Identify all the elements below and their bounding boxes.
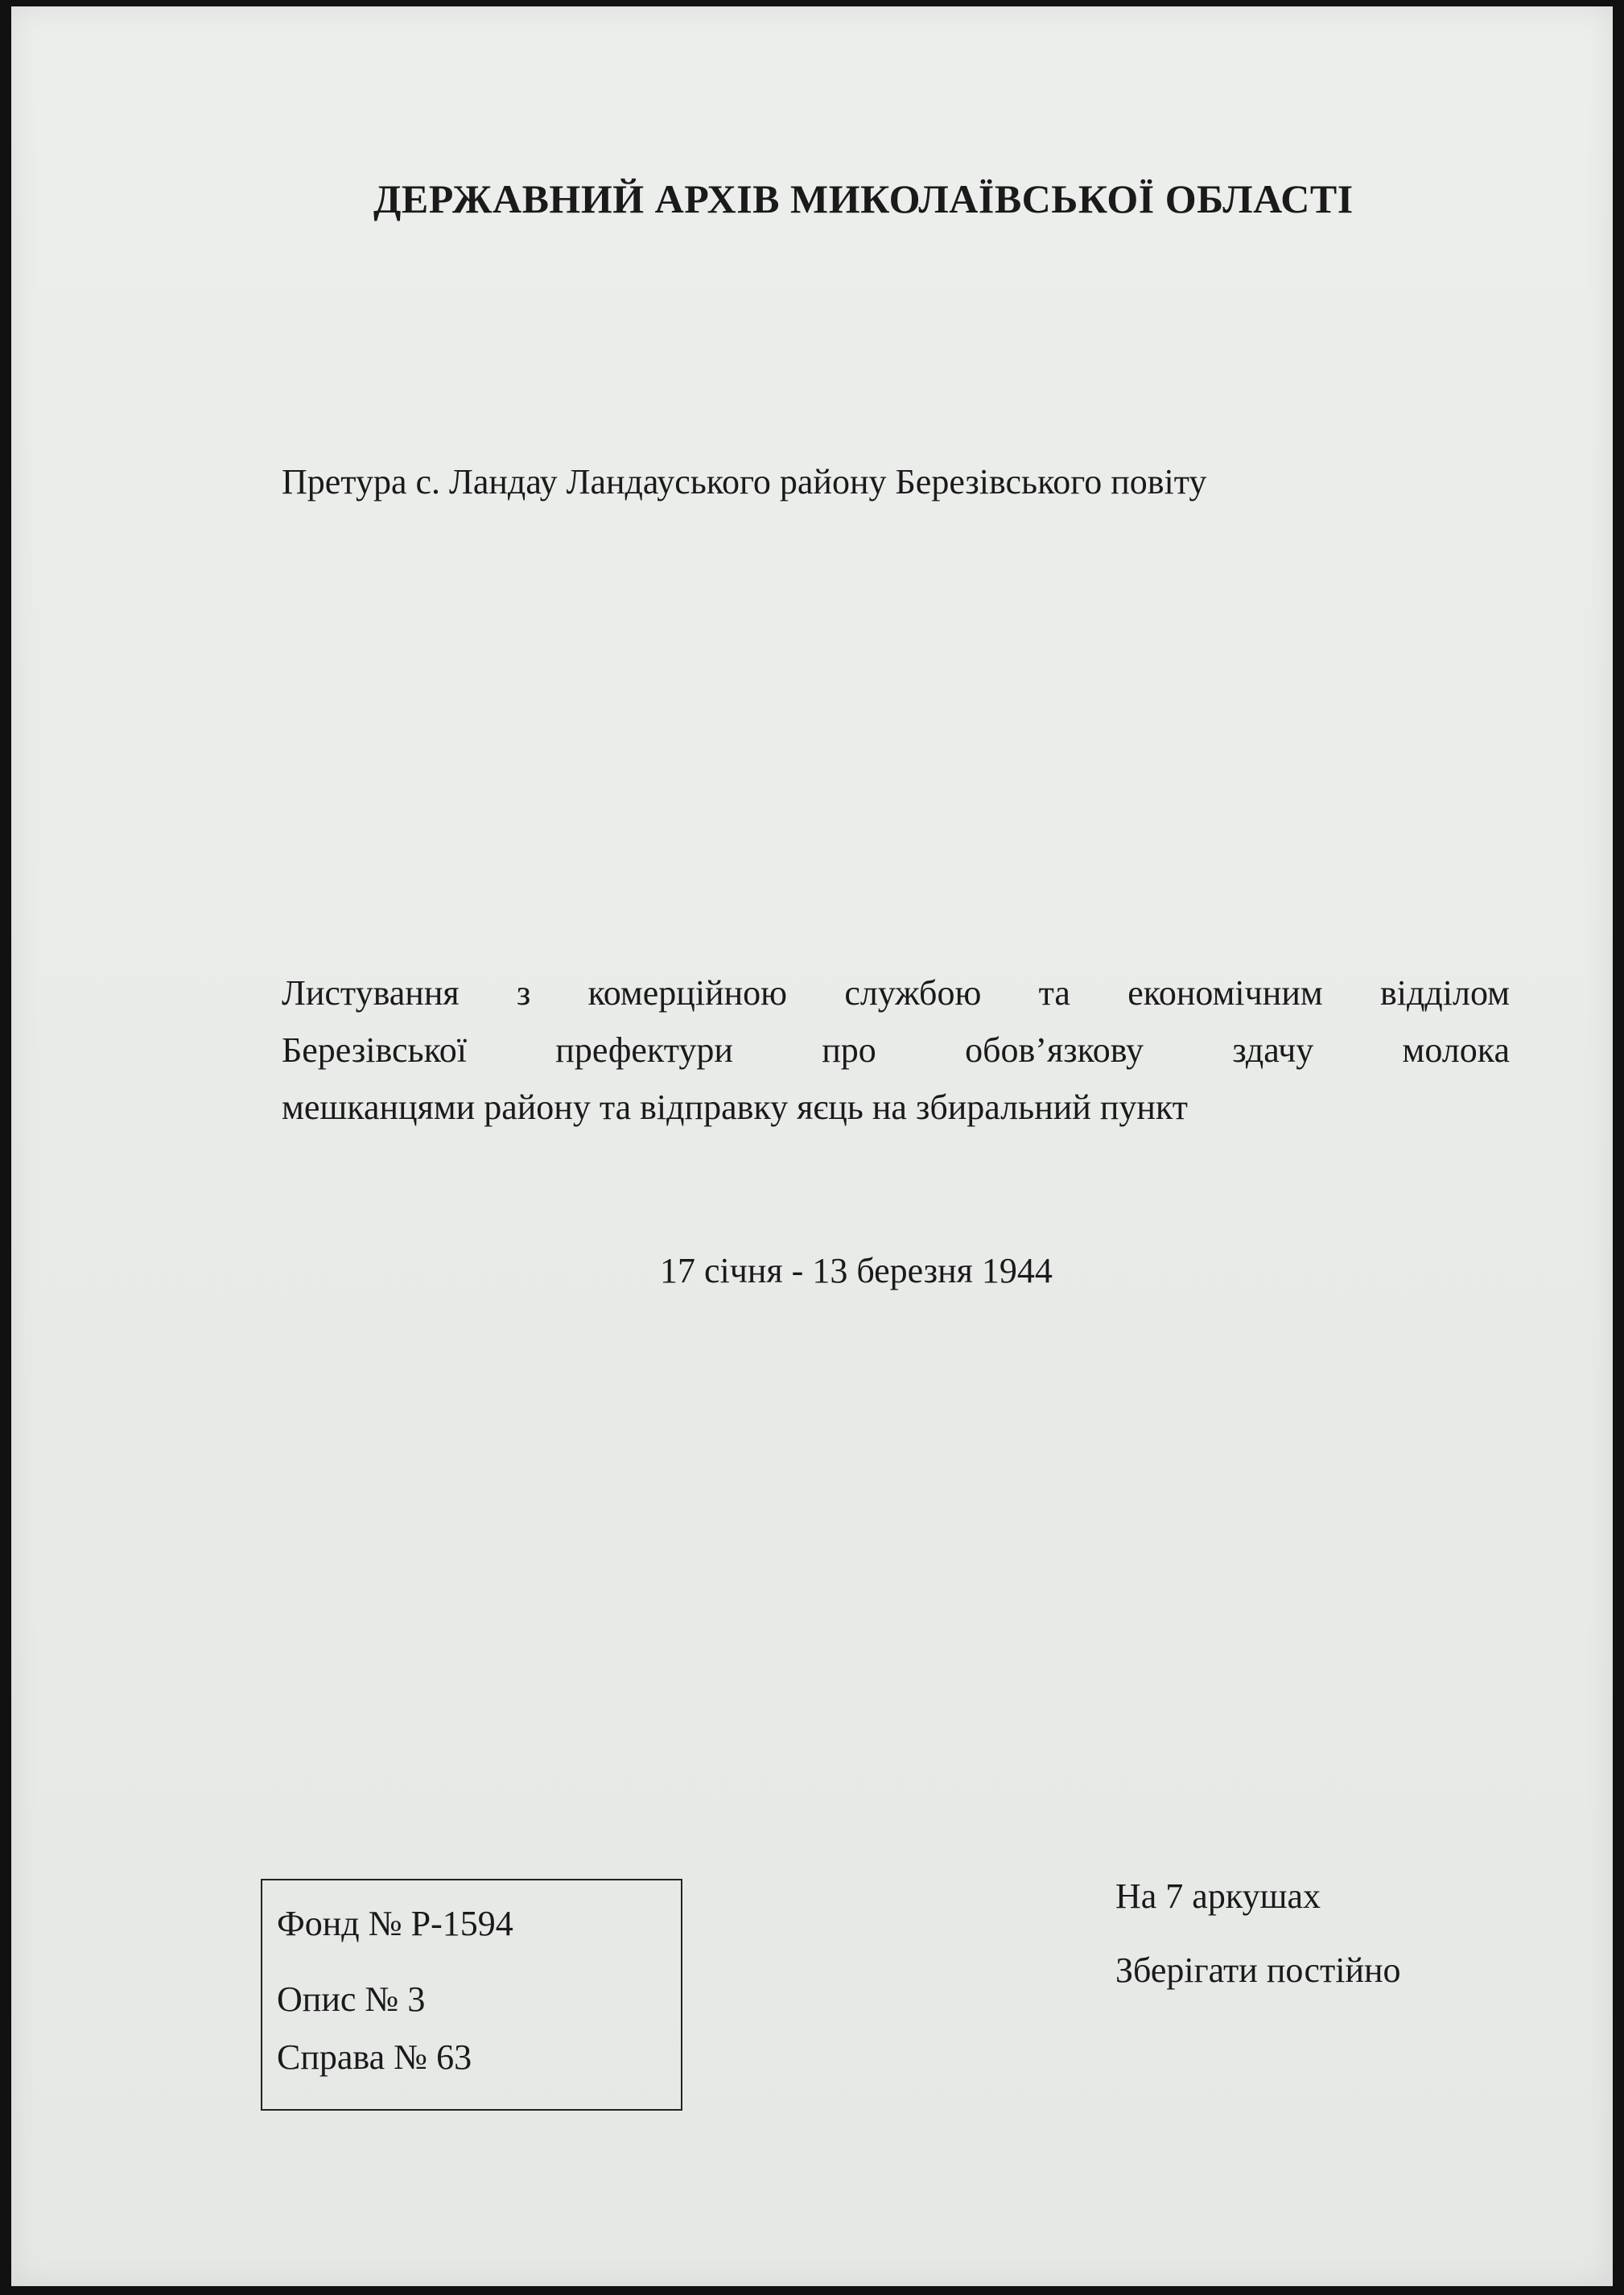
- sheets-count: На 7 аркушах: [1115, 1876, 1321, 1916]
- case-title-line: мешканцями району та відправку яєць на збиральний пункт: [282, 1088, 1188, 1127]
- case-title: [282, 964, 1510, 1136]
- opys-number: Опис № 3: [277, 1979, 426, 2019]
- fond-number: Фонд № Р-1594: [277, 1904, 513, 1943]
- document-page: [11, 6, 1613, 2286]
- reference-box: [261, 1879, 682, 2111]
- storage-note: Зберігати постійно: [1115, 1950, 1401, 1990]
- sprava-number: Справа № 63: [277, 2037, 472, 2077]
- case-title-line: Березівської префектури про обов’язкову здачу молока: [282, 1030, 1510, 1070]
- case-title-line: Листування з комерційною службою та економічним відділом: [282, 973, 1510, 1013]
- date-range: 17 січня - 13 березня 1944: [660, 1251, 1053, 1290]
- archive-title: ДЕРЖАВНИЙ АРХІВ МИКОЛАЇВСЬКОЇ ОБЛАСТІ: [373, 176, 1354, 221]
- fund-creator: Претура с. Ландау Ландауського району Березівського повіту: [282, 462, 1207, 502]
